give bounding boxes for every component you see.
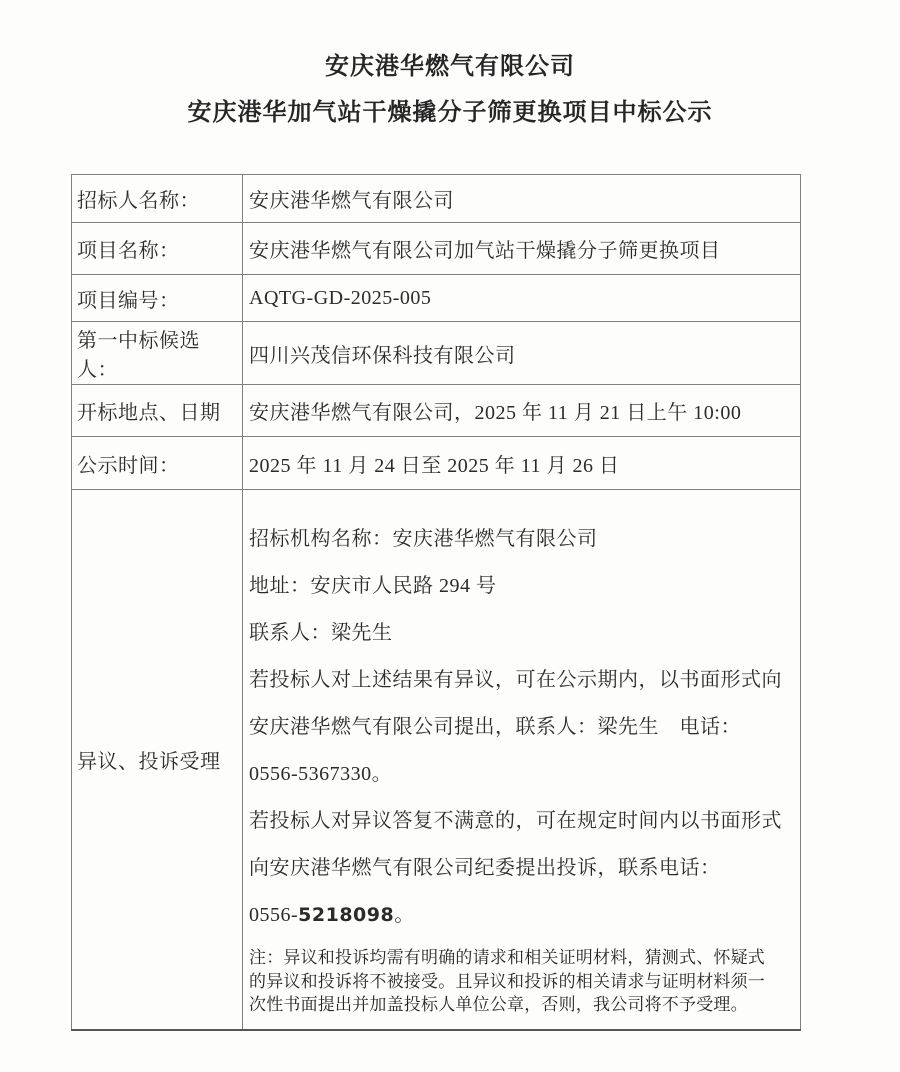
table-row-first-candidate [72, 322, 801, 385]
note-line: 注：异议和投诉均需有明确的请求和相关证明材料，猜测式、怀疑式 [249, 948, 765, 967]
row-value: 四川兴茂信环保科技有限公司 [243, 322, 801, 385]
row-label: 异议、投诉受理 [72, 490, 243, 1030]
row-label: 项目编号： [72, 275, 243, 322]
row-label: 招标人名称： [72, 175, 243, 223]
objection-detail-lines [249, 516, 796, 939]
row-label: 第一中标候选人： [72, 322, 243, 385]
detail-line: 向安庆港华燃气有限公司纪委提出投诉，联系电话： [249, 857, 721, 879]
document-title: 安庆港华燃气有限公司 [325, 54, 575, 80]
detail-line-segment: 。 [394, 904, 415, 926]
detail-line: 若投标人对上述结果有异议，可在公示期内，以书面形式向 [249, 669, 782, 691]
announcement-table [71, 174, 801, 1031]
table-row-project-name [72, 223, 801, 275]
table-row-project-number [72, 275, 801, 322]
note-line: 次性书面提出并加盖投标人单位公章，否则，我公司将不予受理。 [249, 995, 748, 1014]
objection-note [249, 946, 796, 1017]
row-value: AQTG-GD-2025-005 [243, 275, 801, 322]
row-value: 安庆港华燃气有限公司加气站干燥撬分子筛更换项目 [243, 223, 801, 275]
detail-line: 若投标人对异议答复不满意的，可在规定时间内以书面形式 [249, 810, 782, 832]
detail-line [249, 892, 796, 939]
row-value: 安庆港华燃气有限公司 [243, 175, 801, 223]
table-row-opening-place-date [72, 385, 801, 437]
objection-content [243, 490, 801, 1030]
detail-line: 地址：安庆市人民路 294 号 [249, 575, 497, 597]
detail-line-segment: 0556- [249, 904, 299, 926]
row-value: 2025 年 11 月 24 日至 2025 年 11 月 26 日 [243, 437, 801, 490]
note-line: 的异议和投诉将不被接受。且异议和投诉的相关请求与证明材料须一 [249, 971, 765, 991]
table-row-objection-complaint [72, 490, 801, 1030]
detail-line: 联系人：梁先生 [249, 622, 393, 644]
table-row-bidder [72, 175, 801, 223]
row-label: 公示时间： [72, 437, 243, 490]
detail-line: 安庆港华燃气有限公司提出，联系人：梁先生 电话： [249, 716, 741, 738]
detail-line: 招标机构名称：安庆港华燃气有限公司 [249, 528, 598, 550]
row-label: 开标地点、日期 [72, 385, 243, 437]
detail-line-segment: 5218098 [298, 904, 395, 926]
table-row-publicity-period [72, 437, 801, 490]
document-subtitle: 安庆港华加气站干燥撬分子筛更换项目中标公示 [187, 100, 713, 126]
row-label: 项目名称： [72, 223, 243, 275]
detail-line: 0556-5367330。 [249, 763, 393, 785]
row-value: 安庆港华燃气有限公司，2025 年 11 月 21 日上午 10:00 [243, 385, 801, 437]
